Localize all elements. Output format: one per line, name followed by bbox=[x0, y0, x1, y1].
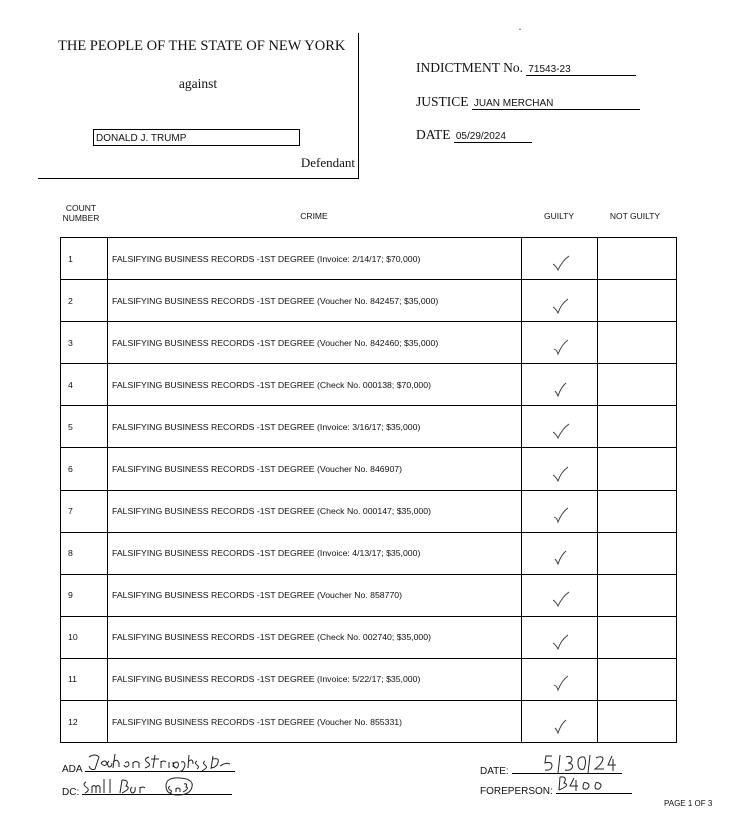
verdict-table-body bbox=[61, 238, 677, 743]
checkmark-icon bbox=[549, 716, 571, 736]
crime-description: FALSIFYING BUSINESS RECORDS -1ST DEGREE (Invoice: 4/13/17; $35,000) bbox=[108, 532, 522, 574]
column-header-guilty: GUILTY bbox=[543, 211, 575, 221]
checkmark-icon bbox=[549, 505, 571, 525]
guilty-cell bbox=[522, 406, 598, 448]
crime-description: FALSIFYING BUSINESS RECORDS -1ST DEGREE (Voucher No. 858770) bbox=[108, 574, 522, 616]
checkmark-icon bbox=[549, 421, 571, 441]
not-guilty-cell bbox=[598, 658, 677, 700]
column-header-not-guilty: NOT GUILTY bbox=[609, 211, 661, 221]
not-guilty-cell bbox=[598, 490, 677, 532]
count-number: 11 bbox=[61, 658, 108, 700]
count-number: 2 bbox=[61, 280, 108, 322]
table-row bbox=[61, 364, 677, 406]
column-header-count: COUNT NUMBER bbox=[62, 203, 100, 223]
table-row bbox=[61, 532, 677, 574]
foreperson-field bbox=[480, 779, 632, 797]
count-number: 8 bbox=[61, 532, 108, 574]
checkmark-icon bbox=[549, 337, 571, 357]
count-number: 9 bbox=[61, 574, 108, 616]
indictment-label: INDICTMENT No. bbox=[416, 60, 523, 75]
not-guilty-cell bbox=[598, 280, 677, 322]
table-row bbox=[61, 280, 677, 322]
not-guilty-cell bbox=[598, 364, 677, 406]
dc-signature-field bbox=[62, 780, 232, 798]
table-row bbox=[61, 490, 677, 532]
crime-description: FALSIFYING BUSINESS RECORDS -1ST DEGREE (Check No. 002740; $35,000) bbox=[108, 616, 522, 658]
page-number: PAGE 1 OF 3 bbox=[664, 799, 713, 808]
checkmark-icon bbox=[549, 589, 571, 609]
table-row bbox=[61, 574, 677, 616]
caption-title: THE PEOPLE OF THE STATE OF NEW YORK bbox=[58, 38, 346, 54]
count-number: 5 bbox=[61, 406, 108, 448]
indictment-field bbox=[416, 60, 636, 76]
verdict-date-handwritten bbox=[512, 753, 622, 775]
not-guilty-cell bbox=[598, 406, 677, 448]
not-guilty-cell bbox=[598, 701, 677, 743]
table-row bbox=[61, 322, 677, 364]
checkmark-icon bbox=[549, 253, 571, 273]
crime-description: FALSIFYING BUSINESS RECORDS -1ST DEGREE (Voucher No. 846907) bbox=[108, 448, 522, 490]
count-number: 3 bbox=[61, 322, 108, 364]
not-guilty-cell bbox=[598, 616, 677, 658]
guilty-cell bbox=[522, 322, 598, 364]
table-row bbox=[61, 616, 677, 658]
guilty-cell bbox=[522, 490, 598, 532]
ada-label: ADA bbox=[62, 764, 83, 775]
defendant-label: Defendant bbox=[300, 155, 355, 170]
guilty-cell bbox=[522, 701, 598, 743]
not-guilty-cell bbox=[598, 322, 677, 364]
verdict-table bbox=[60, 237, 677, 743]
guilty-cell bbox=[522, 448, 598, 490]
verdict-date-label: DATE: bbox=[480, 766, 509, 777]
crime-description: FALSIFYING BUSINESS RECORDS -1ST DEGREE (Invoice: 3/16/17; $35,000) bbox=[108, 406, 522, 448]
ada-signature bbox=[85, 751, 235, 773]
verdict-date-line bbox=[512, 759, 622, 774]
crime-description: FALSIFYING BUSINESS RECORDS -1ST DEGREE (Voucher No. 842457; $35,000) bbox=[108, 280, 522, 322]
foreperson-line bbox=[556, 779, 632, 794]
checkmark-icon bbox=[549, 463, 571, 483]
crime-description: FALSIFYING BUSINESS RECORDS -1ST DEGREE (Voucher No. 855331) bbox=[108, 701, 522, 743]
guilty-cell bbox=[522, 616, 598, 658]
foreperson-handwritten bbox=[556, 773, 632, 795]
dc-label: DC: bbox=[62, 787, 80, 798]
guilty-cell bbox=[522, 238, 598, 280]
checkmark-icon bbox=[549, 673, 571, 693]
defendant-name-field: DONALD J. TRUMP bbox=[93, 129, 300, 146]
crime-description: FALSIFYING BUSINESS RECORDS -1ST DEGREE (Invoice: 2/14/17; $70,000) bbox=[108, 238, 522, 280]
count-number: 10 bbox=[61, 616, 108, 658]
guilty-cell bbox=[522, 658, 598, 700]
caption-box bbox=[38, 33, 359, 179]
checkmark-icon bbox=[549, 295, 571, 315]
column-header-crime: CRIME bbox=[300, 211, 328, 221]
crime-description: FALSIFYING BUSINESS RECORDS -1ST DEGREE (Voucher No. 842460; $35,000) bbox=[108, 322, 522, 364]
count-number: 6 bbox=[61, 448, 108, 490]
justice-line bbox=[472, 94, 640, 110]
table-row bbox=[61, 701, 677, 743]
table-row bbox=[61, 238, 677, 280]
crime-description: FALSIFYING BUSINESS RECORDS -1ST DEGREE (Invoice: 5/22/17; $35,000) bbox=[108, 658, 522, 700]
dc-signature-line bbox=[82, 780, 232, 795]
date-value: 05/29/2024 bbox=[455, 131, 506, 142]
count-number: 12 bbox=[61, 701, 108, 743]
table-row bbox=[61, 406, 677, 448]
crime-description: FALSIFYING BUSINESS RECORDS -1ST DEGREE (Check No. 000138; $70,000) bbox=[108, 364, 522, 406]
not-guilty-cell bbox=[598, 532, 677, 574]
justice-field bbox=[416, 94, 640, 110]
guilty-cell bbox=[522, 532, 598, 574]
date-line bbox=[454, 127, 532, 143]
indictment-line bbox=[526, 60, 636, 76]
table-row bbox=[61, 448, 677, 490]
justice-value: JUAN MERCHAN bbox=[473, 98, 554, 109]
not-guilty-cell bbox=[598, 574, 677, 616]
not-guilty-cell bbox=[598, 238, 677, 280]
justice-label: JUSTICE bbox=[416, 94, 469, 109]
not-guilty-cell bbox=[598, 448, 677, 490]
date-field bbox=[416, 127, 532, 143]
guilty-cell bbox=[522, 280, 598, 322]
count-number: 1 bbox=[61, 238, 108, 280]
guilty-cell bbox=[522, 364, 598, 406]
caption-against: against bbox=[178, 76, 218, 91]
crime-description: FALSIFYING BUSINESS RECORDS -1ST DEGREE (Check No. 000147; $35,000) bbox=[108, 490, 522, 532]
foreperson-label: FOREPERSON: bbox=[480, 786, 553, 797]
checkmark-icon bbox=[549, 379, 571, 399]
dc-signature bbox=[82, 774, 232, 798]
indictment-value: 71543-23 bbox=[528, 64, 571, 75]
scan-speck: · bbox=[518, 22, 522, 36]
date-label: DATE bbox=[416, 127, 451, 142]
checkmark-icon bbox=[549, 631, 571, 651]
count-number: 4 bbox=[61, 364, 108, 406]
count-number: 7 bbox=[61, 490, 108, 532]
checkmark-icon bbox=[549, 547, 571, 567]
guilty-cell bbox=[522, 574, 598, 616]
ada-signature-line bbox=[85, 757, 235, 772]
table-row bbox=[61, 658, 677, 700]
ada-signature-field bbox=[62, 757, 235, 775]
